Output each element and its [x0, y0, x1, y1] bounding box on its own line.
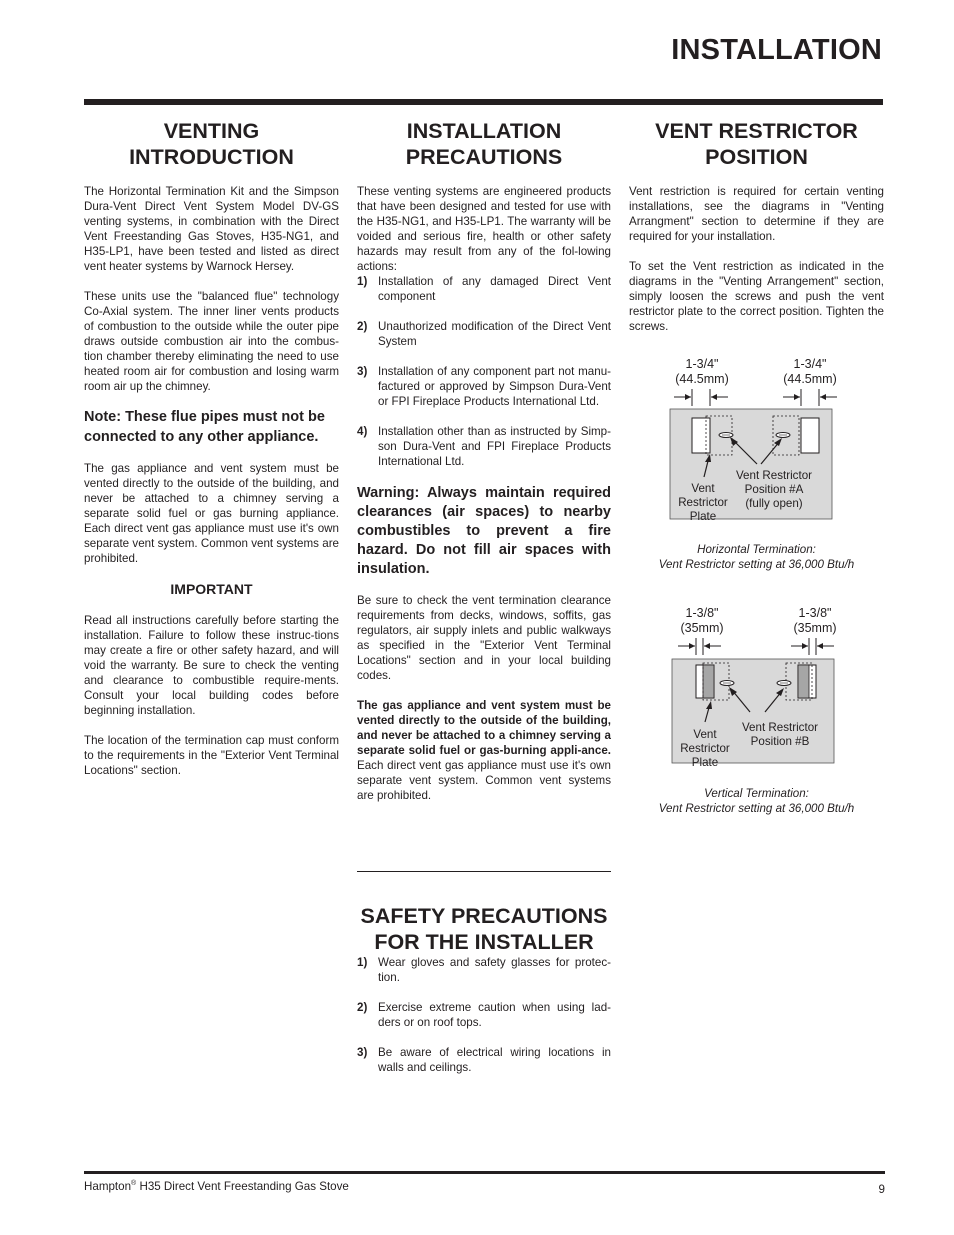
restrictor-heading-line-2: POSITION: [705, 145, 808, 169]
list-item-text: Wear gloves and safety glasses for protec-tion.: [378, 956, 611, 984]
list-item: [357, 1000, 611, 1030]
safety-precautions-section: [357, 903, 611, 1090]
caption-line-1: Vertical Termination:: [704, 787, 809, 800]
list-item-text: Installation of any component part not manu-factured or approved by Simpson Dura-Vent or FPI Fireplace Products International Ltd.: [378, 365, 611, 408]
list-item-number: 1): [357, 275, 368, 288]
list-item-number: 3): [357, 365, 368, 378]
dim-left-line-2: (44.5mm): [675, 372, 729, 386]
vent-restrictor-section: [629, 118, 884, 816]
caption-line-1: Horizontal Termination:: [697, 543, 816, 556]
list-item-text: Unauthorized modification of the Direct Vent System: [378, 320, 611, 348]
list-item: [357, 1045, 611, 1075]
plate-label-line-2: Restrictor: [678, 496, 728, 509]
horizontal-termination-diagram: [629, 355, 884, 523]
vertical-termination-caption: [629, 786, 884, 816]
dim-right-line-2: (44.5mm): [783, 372, 837, 386]
restrictor-heading: [629, 118, 884, 170]
left-restrictor-position-b: [703, 665, 714, 698]
plate-label-line-3: Plate: [689, 510, 717, 523]
dim-right-line-2: (35mm): [793, 621, 837, 635]
installation-precautions-section: [357, 118, 611, 803]
restrictor-paragraph-2: To set the Vent restriction as indicated in the diagrams in the "Venting Arrangement" section, simply loosen the screws and push the vent restrictor plate to the correct position. Tighten the screws.: [629, 260, 884, 333]
venting-paragraph-2: These units use the "balanced flue" technology Co-Axial system. The inner liner vents products of combustion to the outside while the outer pipe draws outside combustion air into the combus-tion chamber thereby eliminating the need to use heated room air for combustion and losing warm room air up the chimney.: [84, 290, 339, 393]
venting-note: Note: These flue pipes must not be connected to any other appliance.: [84, 409, 325, 445]
dimension-arrows: [678, 638, 834, 655]
list-item: [357, 424, 611, 469]
footer-brand: Hampton: [84, 1180, 132, 1193]
direct-venting-bold-text: The gas appliance and vent system must be vented directly to the outside of the building, and never be attached to a chimney serving a separate solid fuel or gas-burning appli-ance.: [357, 699, 611, 757]
precautions-heading-line-1: INSTALLATION: [406, 119, 562, 143]
plate-label-line-1: Vent: [693, 728, 717, 741]
list-item-number: 2): [357, 320, 368, 333]
position-label-line-2: Position #A: [744, 483, 804, 496]
venting-paragraph-5: The location of the termination cap must conform to the requirements in the "Exterior Vent Terminal Locations" section.: [84, 734, 339, 777]
important-heading: IMPORTANT: [170, 581, 253, 597]
venting-paragraph-4: Read all instructions carefully before starting the installation. Failure to follow these instruc-tions may create a fire or other safety hazard, and will void the warranty. Be sure to check the venting and clearance to combustible require-ments. Consult your local building codes before beginning installation.: [84, 614, 339, 717]
list-item-text: Installation of any damaged Direct Vent component: [378, 275, 611, 303]
position-label-line-1: Vent Restrictor: [735, 469, 813, 482]
venting-heading: [84, 118, 339, 170]
list-item: [357, 274, 611, 304]
list-item-number: 3): [357, 1046, 368, 1059]
registered-mark: ®: [131, 1180, 137, 1188]
header-rule: [84, 99, 883, 105]
caption-line-2: Vent Restrictor setting at 36,000 Btu/h: [658, 558, 855, 571]
list-item-number: 4): [357, 425, 368, 438]
list-item-number: 1): [357, 956, 368, 969]
termination-clearance-paragraph: Be sure to check the vent termination clearance requirements from decks, windows, soffits, gas regulators, air supply inlets and public walkways as specified in the "Exterior Vent Terminal Locations" section and in your local building codes.: [357, 594, 611, 682]
list-item: [357, 364, 611, 409]
precautions-heading: [357, 118, 611, 170]
venting-paragraph-3: The gas appliance and vent system must be vented directly to the outside of the building, and never be attached to a chimney serving a separate solid fuel or gas burning appliance. Each direct vent gas appliance must use it's own separate vent system. Common vent systems are prohibited.: [84, 462, 339, 565]
right-restrictor-plate: [801, 418, 819, 453]
dim-left-line-1: 1-3/8": [685, 606, 719, 620]
plate-label-line-3: Plate: [691, 756, 719, 769]
precautions-list: [357, 274, 611, 469]
direct-venting-paragraph: [357, 698, 611, 803]
caption-line-2: Vent Restrictor setting at 36,000 Btu/h: [658, 802, 855, 815]
list-item: [357, 319, 611, 349]
restrictor-paragraph-1: Vent restriction is required for certain venting installations, see the diagrams in "Venting Arrangment" section to determine if they are required for your installation.: [629, 185, 884, 243]
dimension-arrows: [674, 389, 837, 406]
clearance-warning: Warning: Always maintain required clearances (air spaces) to nearby combustibles to prevent a fire hazard. Do not fill air spaces with insulation.: [357, 485, 611, 577]
horizontal-termination-figure: [629, 355, 884, 572]
precautions-heading-line-2: PRECAUTIONS: [405, 145, 563, 169]
screw-icon: [776, 433, 790, 438]
list-item-text: Be aware of electrical wiring locations in walls and ceilings.: [378, 1046, 611, 1074]
footer-text: [84, 1180, 349, 1193]
position-label-line-2: Position #B: [750, 735, 810, 748]
venting-introduction-section: [84, 118, 339, 778]
safety-list: [357, 955, 611, 1075]
precautions-intro: These venting systems are engineered products that have been designed and tested for use with the H35-NG1, and H35-LP1. The warranty will be voided and serious fire, health or other safety hazards may result from any of the fol-lowing actions:: [357, 185, 611, 273]
venting-paragraph-1: The Horizontal Termination Kit and the Simpson Dura-Vent Direct Vent System Model DV-GS venting systems, in combination with the Direct Vent Freestanding Gas Stoves, H35-NG1, and H35-LP1, have been tested and listed as direct vent heater systems by Warnock Hersey.: [84, 185, 339, 273]
left-restrictor-plate: [692, 418, 710, 453]
vertical-termination-diagram: [629, 604, 884, 772]
page-title: INSTALLATION: [671, 34, 882, 66]
safety-heading-line-2: FOR THE INSTALLER: [374, 930, 594, 954]
position-label-line-1: Vent Restrictor: [741, 721, 819, 734]
page-number: 9: [878, 1183, 885, 1196]
footer-rule: [84, 1171, 885, 1174]
dim-left-line-1: 1-3/4": [685, 357, 719, 371]
venting-heading-line-1: VENTING: [163, 119, 260, 143]
list-item-number: 2): [357, 1001, 368, 1014]
dim-right-line-1: 1-3/8": [798, 606, 832, 620]
plate-label-line-1: Vent: [691, 482, 715, 495]
vertical-termination-figure: [629, 604, 884, 816]
safety-heading: [357, 903, 611, 955]
list-item: [357, 955, 611, 985]
right-restrictor-position-b: [798, 665, 809, 698]
screw-icon: [719, 433, 733, 438]
section-divider: [357, 871, 611, 872]
screw-icon: [777, 681, 791, 686]
safety-heading-line-1: SAFETY PRECAUTIONS: [360, 904, 608, 928]
footer-product: H35 Direct Vent Freestanding Gas Stove: [136, 1180, 349, 1193]
dim-left-line-2: (35mm): [680, 621, 724, 635]
dim-right-line-1: 1-3/4": [793, 357, 827, 371]
list-item-text: Exercise extreme caution when using lad-ders or on roof tops.: [378, 1001, 611, 1029]
restrictor-heading-line-1: VENT RESTRICTOR: [655, 119, 858, 143]
screw-icon: [720, 681, 734, 686]
position-label-line-3: (fully open): [745, 497, 803, 510]
venting-heading-line-2: INTRODUCTION: [129, 145, 294, 169]
plate-label-line-2: Restrictor: [680, 742, 730, 755]
list-item-text: Installation other than as instructed by Simp-son Dura-Vent and FPI Fireplace Products International Ltd.: [378, 425, 611, 468]
direct-venting-text: Each direct vent gas appliance must use it's own separate vent system. Common vent systems are prohibited.: [357, 759, 611, 802]
horizontal-termination-caption: [629, 542, 884, 572]
